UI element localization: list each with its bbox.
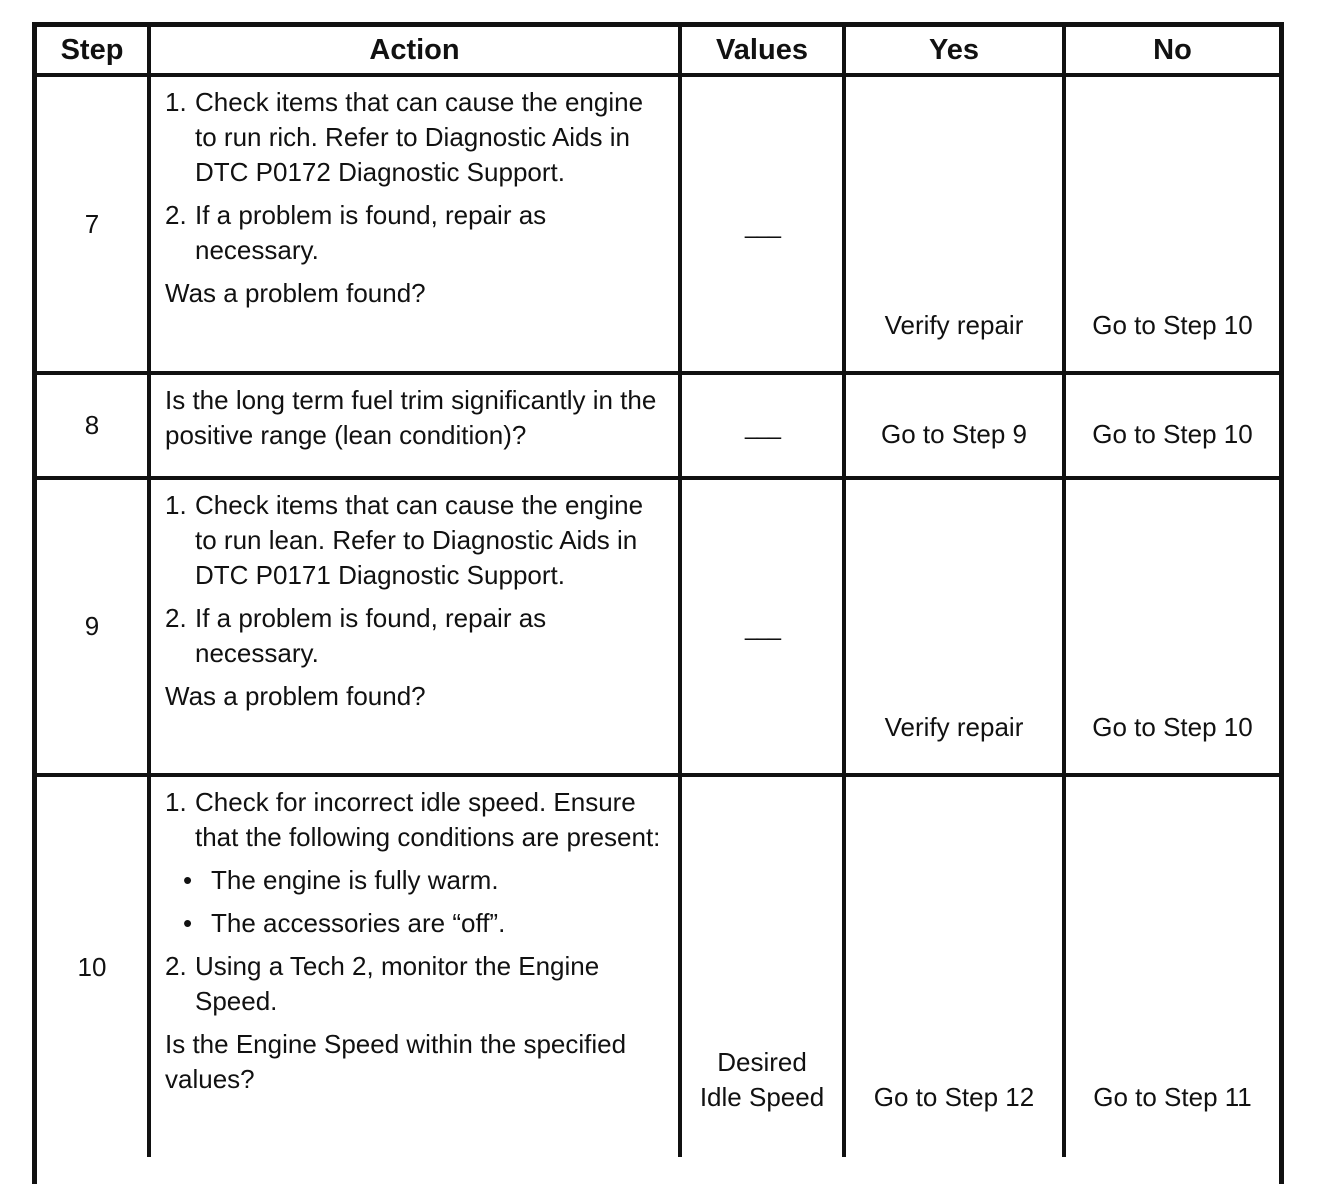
question-text: Is the long term fuel trim significantly in the positive range (lean condition)? (165, 385, 657, 450)
list-item-text: Using a Tech 2, monitor the Engine Speed. (195, 951, 600, 1016)
no-cell: Go to Step 10 (1064, 478, 1279, 775)
yes-cell: Go to Step 12 (844, 775, 1064, 1157)
list-item-number: 2. (165, 603, 187, 633)
action-cell (149, 478, 680, 775)
yes-cell: Verify repair (844, 75, 1064, 373)
yes-cell: Go to Step 9 (844, 373, 1064, 478)
table-row (37, 478, 1279, 775)
bullet-text: The engine is fully warm. (211, 865, 499, 895)
values-cell (680, 775, 844, 1157)
no-cell: Go to Step 10 (1064, 373, 1279, 478)
list-item-number: 1. (165, 490, 187, 520)
list-item (165, 85, 664, 190)
table-header-row (37, 27, 1279, 75)
values-line: Desired (717, 1047, 807, 1077)
list-item-text: If a problem is found, repair as necessary. (195, 603, 547, 668)
diagnostic-procedure-table (37, 27, 1279, 1157)
question-text: Was a problem found? (165, 278, 426, 308)
action-cell (149, 775, 680, 1157)
list-item (165, 785, 664, 855)
bullet-item (183, 906, 664, 941)
values-cell (680, 373, 844, 478)
list-item-number: 2. (165, 951, 187, 981)
header-no: No (1064, 27, 1279, 75)
bullet-text: The accessories are “off”. (211, 908, 506, 938)
header-step: Step (37, 27, 149, 75)
action-cell (149, 373, 680, 478)
action-cell (149, 75, 680, 373)
bullet-glyph: • (183, 908, 193, 938)
table-row (37, 373, 1279, 478)
no-cell: Go to Step 11 (1064, 775, 1279, 1157)
header-yes: Yes (844, 27, 1064, 75)
step-number: 9 (37, 478, 149, 775)
step-number: 7 (37, 75, 149, 373)
values-cell (680, 478, 844, 775)
table-row (37, 775, 1279, 1157)
procedure-table-frame (32, 22, 1284, 1184)
question-text: Is the Engine Speed within the specified values? (165, 1029, 627, 1094)
values-dash: ___ (744, 211, 780, 239)
list-item (165, 601, 664, 671)
list-item-text: Check for incorrect idle speed. Ensure that the following conditions are present: (195, 787, 661, 852)
table-row (37, 75, 1279, 373)
yes-cell: Verify repair (844, 478, 1064, 775)
list-item-text: If a problem is found, repair as necessary. (195, 200, 547, 265)
header-action: Action (149, 27, 680, 75)
list-item-text: Check items that can cause the engine to run lean. Refer to Diagnostic Aids in DTC P0171 Diagnostic Support. (195, 490, 644, 590)
bullet-glyph: • (183, 865, 193, 895)
no-cell: Go to Step 10 (1064, 75, 1279, 373)
values-dash: ___ (744, 614, 780, 641)
step-number: 10 (37, 775, 149, 1157)
list-item-text: Check items that can cause the engine to run rich. Refer to Diagnostic Aids in DTC P0172 Diagnostic Support. (195, 87, 644, 187)
values-line: Idle Speed (699, 1082, 825, 1112)
list-item (165, 198, 664, 268)
list-item (165, 949, 664, 1019)
list-item-number: 1. (165, 787, 187, 817)
bullet-item (183, 863, 664, 898)
values-cell (680, 75, 844, 373)
question-text: Was a problem found? (165, 681, 426, 711)
list-item-number: 2. (165, 200, 187, 230)
header-values: Values (680, 27, 844, 75)
step-number: 8 (37, 373, 149, 478)
list-item (165, 488, 664, 593)
values-dash: ___ (744, 413, 780, 440)
list-item-number: 1. (165, 87, 187, 117)
